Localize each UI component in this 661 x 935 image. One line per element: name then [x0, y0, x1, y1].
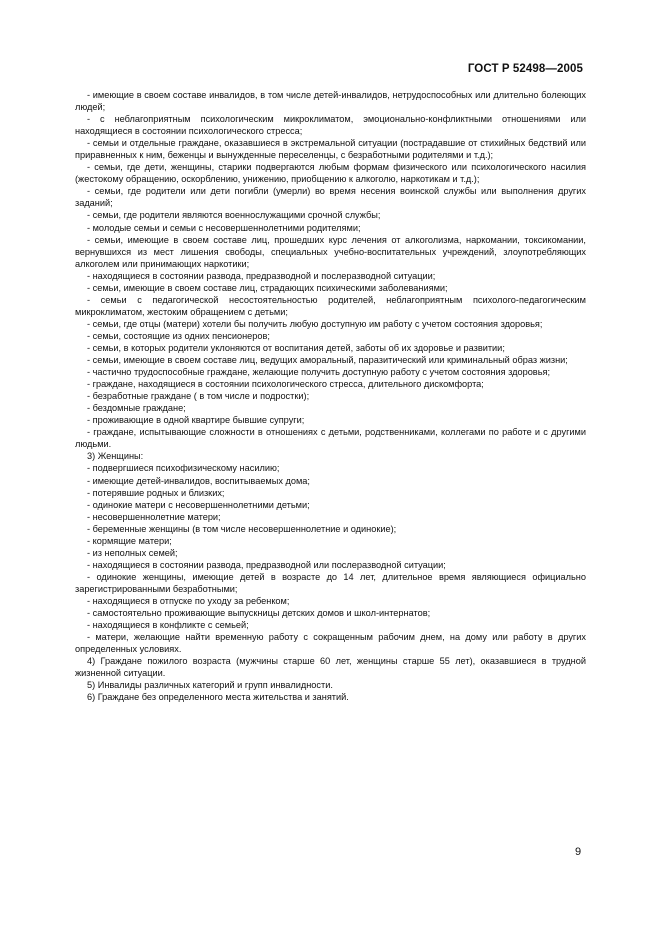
- section-heading-women: 3) Женщины:: [87, 451, 144, 462]
- list-item: - находящиеся в конфликте с семьей;: [87, 620, 249, 631]
- list-item: - частично трудоспособные граждане, желающие получить доступную работу с учетом состояния здоровья;: [87, 367, 551, 378]
- list-item: - граждане, испытывающие сложности в отношениях с детьми, родственниками, коллегами по работе и с другими людьми.: [75, 427, 586, 450]
- list-item: - находящиеся в состоянии развода, предразводной и послеразводной ситуации;: [87, 270, 436, 281]
- list-item: - самостоятельно проживающие выпускницы детских домов и школ-интернатов;: [87, 608, 431, 619]
- list-item: - семьи, где дети, женщины, старики подвергаются любым формам физического или психологического насилия (жестокому обращению, оскорблению, унижению, приобщению к алкоголю, наркотикам и т.д.);: [75, 162, 586, 185]
- list-item: - семьи и отдельные граждане, оказавшиеся в экстремальной ситуации (пострадавшие от стихийных бедствий или приравненных к ним, беженцы и вынужденные переселенцы, с безработными родителями и т.д.);: [75, 138, 586, 161]
- list-item: - кормящие матери;: [87, 535, 172, 546]
- list-item: - потерявшие родных и близких;: [87, 487, 225, 498]
- list-item: - проживающие в одной квартире бывшие супруги;: [87, 415, 305, 426]
- list-item: - с неблагоприятным психологическим микроклиматом, эмоционально-конфликтными отношениями или находящиеся в состоянии психологического стресса;: [75, 114, 586, 137]
- list-item: - семьи, имеющие в своем составе лиц, страдающих психическими заболеваниями;: [87, 282, 448, 293]
- list-item: - находящиеся в отпуске по уходу за ребенком;: [87, 595, 290, 606]
- list-item: - одинокие матери с несовершеннолетними детьми;: [87, 499, 310, 510]
- list-item: - семьи, имеющие в своем составе лиц, прошедших курс лечения от алкоголизма, наркомании, токсикомании, вернувшихся из мест лишения свободы, специальных учебно-воспитательных учреждений, злоупотребляющих алкоголем или принимающих наркотики;: [75, 234, 586, 269]
- list-item: - беременные женщины (в том числе несовершеннолетние и одинокие);: [87, 523, 397, 534]
- section-item-homeless: 6) Граждане без определенного места жительства и занятий.: [87, 692, 349, 703]
- list-item: - молодые семьи и семьи с несовершеннолетними родителями;: [87, 222, 361, 233]
- list-item: - бездомные граждане;: [87, 403, 186, 414]
- list-item: - из неполных семей;: [87, 547, 178, 558]
- list-item: - находящиеся в состоянии развода, предразводной или послеразводной ситуации;: [87, 559, 446, 570]
- document-code-header: ГОСТ Р 52498—2005: [467, 63, 583, 75]
- page-number: 9: [575, 846, 582, 858]
- list-item: - семьи с педагогической несостоятельностью родителей, неблагоприятным психолого-педагогическим микроклиматом, жестоким обращением с детьми;: [75, 294, 586, 317]
- list-item: - имеющие детей-инвалидов, воспитываемых дома;: [87, 475, 310, 486]
- list-item: - имеющие в своем составе инвалидов, в том числе детей-инвалидов, нетрудоспособных или длительно болеющих людей;: [75, 90, 586, 113]
- list-item: - граждане, находящиеся в состоянии психологического стресса, длительного дискомфорта;: [87, 379, 484, 390]
- list-item: - подвергшиеся психофизическому насилию;: [87, 463, 280, 474]
- list-item: - семьи, состоящие из одних пенсионеров;: [87, 330, 270, 341]
- list-item: - семьи, имеющие в своем составе лиц, ведущих аморальный, паразитический или криминальный образ жизни;: [87, 355, 568, 366]
- list-item: - несовершеннолетние матери;: [87, 511, 221, 522]
- list-item: - семьи, где родители являются военнослужащими срочной службы;: [87, 210, 381, 221]
- document-body: [75, 89, 586, 703]
- section-item-disabled: 5) Инвалиды различных категорий и групп инвалидности.: [87, 680, 333, 691]
- list-item: - семьи, где отцы (матери) хотели бы получить любую доступную им работу с учетом состояния здоровья;: [87, 318, 543, 329]
- list-item: - семьи, в которых родители уклоняются от воспитания детей, заботы об их здоровье и развитии;: [87, 342, 505, 353]
- list-item: - безработные граждане ( в том числе и подростки);: [87, 391, 310, 402]
- list-item: - одинокие женщины, имеющие детей в возрасте до 14 лет, длительное время являющиеся официально зарегистрированными безработными;: [75, 571, 586, 594]
- list-item: - матери, желающие найти временную работу с сокращенным рабочим днем, на дому или работу в других определенных условиях.: [75, 632, 586, 655]
- section-item-elderly: 4) Граждане пожилого возраста (мужчины старше 60 лет, женщины старше 55 лет), оказавшиеся в трудной жизненной ситуации.: [75, 656, 586, 679]
- list-item: - семьи, где родители или дети погибли (умерли) во время несения воинской службы или выполнения других заданий;: [75, 186, 586, 209]
